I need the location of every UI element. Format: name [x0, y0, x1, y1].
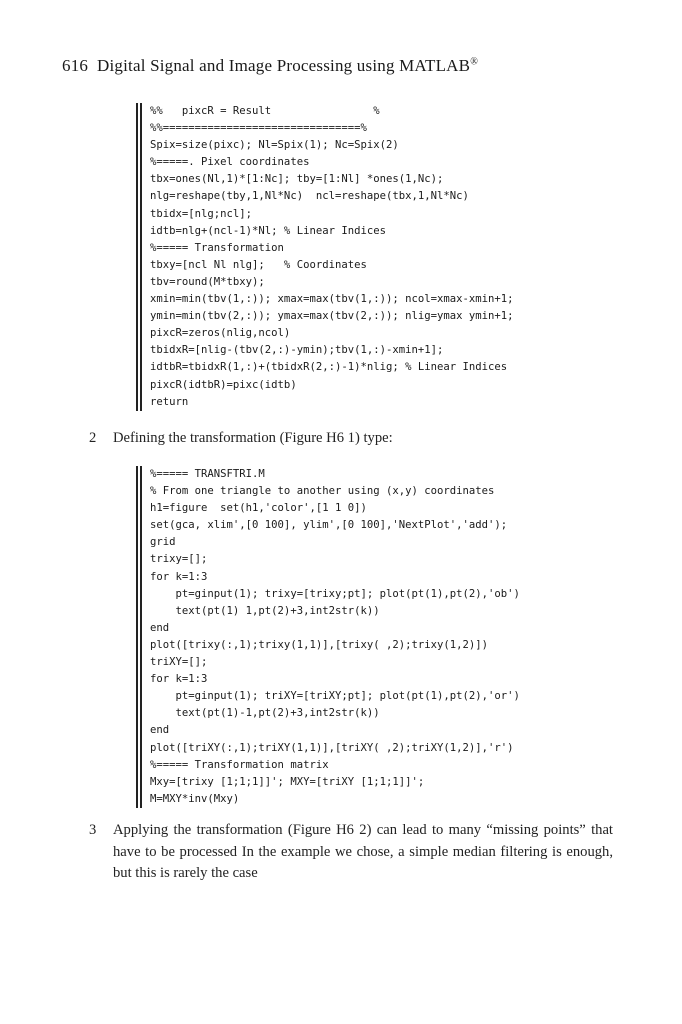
- code-line: idtbR=tbidxR(1,:)+(tbidxR(2,:)-1)*nlig; % Linear Indices: [150, 361, 508, 374]
- code-line: for k=1:3: [150, 570, 208, 583]
- code-line: pt=ginput(1); triXY=[triXY;pt]; plot(pt(1),pt(2),'or'): [150, 690, 520, 703]
- code-line: Spix=size(pixc); Nl=Spix(1); Nc=Spix(2): [150, 139, 399, 152]
- code-line: pixcR(idtbR)=pixc(idtb): [150, 378, 297, 391]
- code-line: set(gca, xlim',[0 100], ylim',[0 100],'NextPlot','add');: [150, 519, 508, 532]
- code-line: tbxy=[ncl Nl nlg]; % Coordinates: [150, 258, 367, 271]
- list-item-number: 3: [89, 822, 97, 838]
- code-block-transftri: [140, 466, 520, 808]
- code-line: M=MXY*inv(Mxy): [150, 792, 240, 805]
- code-line: pixcR=zeros(nlig,ncol): [150, 327, 291, 340]
- code-line: return: [150, 395, 189, 408]
- code-line: end: [150, 724, 170, 737]
- code-line: %===== Transformation: [150, 241, 284, 254]
- code-line: xmin=min(tbv(1,:)); xmax=max(tbv(1,:)); ncol=xmax-xmin+1;: [150, 293, 514, 306]
- code-line: for k=1:3: [150, 673, 208, 686]
- page-number: 616: [62, 56, 89, 75]
- list-item-text: Applying the transformation (Figure H6 2) can lead to many “missing points” that have to be processed In the example we chose, a simple median filtering is enough, but this is rarely the case: [113, 822, 613, 881]
- code-block-pixel-transform: [140, 103, 514, 411]
- code-line: tbx=ones(Nl,1)*[1:Nc]; tby=[1:Nl] *ones(1,Nc);: [150, 173, 444, 186]
- code-line: %=====. Pixel coordinates: [150, 156, 310, 169]
- code-line: end: [150, 621, 170, 634]
- code-line: nlg=reshape(tby,1,Nl*Nc) ncl=reshape(tbx,1,Nl*Nc): [150, 190, 469, 203]
- code-line: grid: [150, 536, 176, 549]
- code-line: text(pt(1)-1,pt(2)+3,int2str(k)): [150, 707, 380, 720]
- code-line: Mxy=[trixy [1;1;1]]'; MXY=[triXY [1;1;1]]';: [150, 775, 425, 788]
- code-line: plot([triXY(:,1);triXY(1,1)],[triXY( ,2);triXY(1,2)],'r'): [150, 741, 514, 754]
- code-line: %%===============================%: [150, 122, 367, 135]
- code-line: triXY=[];: [150, 656, 208, 669]
- list-item-text: Defining the transformation (Figure H6 1) type:: [113, 430, 393, 446]
- code-line: pt=ginput(1); trixy=[trixy;pt]; plot(pt(1),pt(2),'ob'): [150, 587, 520, 600]
- code-line: tbidx=[nlg;ncl];: [150, 207, 253, 220]
- code-line: plot([trixy(:,1);trixy(1,1)],[trixy( ,2);trixy(1,2)]): [150, 638, 489, 651]
- list-item-3: [89, 820, 613, 885]
- code-line: idtb=nlg+(ncl-1)*Nl; % Linear Indices: [150, 224, 386, 237]
- running-header: [62, 56, 478, 76]
- book-title: Digital Signal and Image Processing using MATLAB: [97, 56, 471, 75]
- code-line: trixy=[];: [150, 553, 208, 566]
- code-line: %===== Transformation matrix: [150, 758, 329, 771]
- code-line: %% pixcR = Result %: [150, 105, 380, 117]
- code-line: ymin=min(tbv(2,:)); ymax=max(tbv(2,:)); nlig=ymax ymin+1;: [150, 310, 514, 323]
- code-line: text(pt(1) 1,pt(2)+3,int2str(k)): [150, 604, 380, 617]
- code-line: % From one triangle to another using (x,y) coordinates: [150, 485, 495, 498]
- code-line: h1=figure set(h1,'color',[1 1 0]): [150, 502, 367, 515]
- code-line: %===== TRANSFTRI.M: [150, 468, 265, 480]
- registered-mark: ®: [470, 56, 479, 68]
- code-line: tbidxR=[nlig-(tbv(2,:)-ymin);tbv(1,:)-xmin+1];: [150, 344, 444, 357]
- list-item-2: [89, 428, 613, 450]
- code-line: tbv=round(M*tbxy);: [150, 275, 265, 288]
- list-item-number: 2: [89, 430, 97, 446]
